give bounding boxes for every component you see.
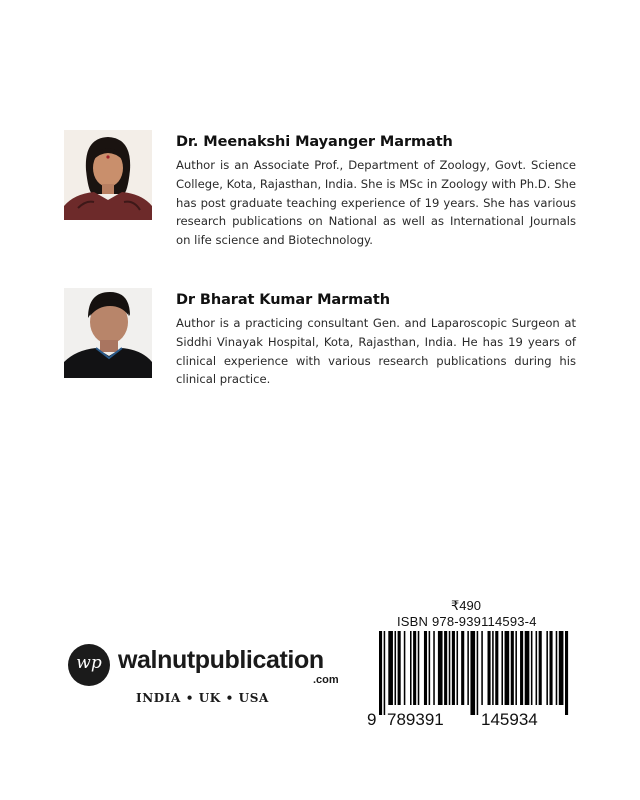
barcode-bar (398, 631, 401, 705)
author-name: Dr Bharat Kumar Marmath (176, 292, 390, 308)
barcode-bar (536, 631, 538, 705)
barcode-bar (467, 631, 469, 705)
publisher-regions: INDIA • UK • USA (136, 691, 269, 705)
barcode-bar (531, 631, 533, 705)
barcode-bar (449, 631, 451, 705)
barcode-bar (520, 631, 523, 705)
isbn-digits (367, 710, 571, 730)
barcode-bar (424, 631, 427, 705)
barcode-bar (492, 631, 494, 705)
barcode-bar (477, 631, 479, 715)
isbn-digit-group-2: 145934 (481, 710, 538, 729)
barcode-bar (395, 631, 397, 705)
barcode-bar (452, 631, 455, 705)
barcode-bar (539, 631, 542, 705)
barcode-bar (461, 631, 464, 705)
barcode-bar (501, 631, 503, 705)
barcode-bar (429, 631, 431, 705)
barcode-bar (565, 631, 568, 715)
barcode-bar (438, 631, 443, 705)
barcode-bar (481, 631, 483, 705)
barcode-bar (559, 631, 564, 705)
isbn-barcode (367, 614, 571, 732)
barcode-bar (505, 631, 510, 705)
walnut-logo-icon: wp (68, 644, 110, 686)
barcode-bar (388, 631, 393, 705)
publisher-name: walnutpublication (118, 646, 324, 674)
isbn-digit-group-1: 789391 (387, 710, 444, 729)
isbn-digit-first: 9 (367, 710, 377, 729)
barcode-bar (384, 631, 386, 715)
barcode-bar (546, 631, 548, 705)
barcode-bar (550, 631, 553, 705)
author-bio: Author is an Associate Prof., Department of Zoology, Govt. Science College, Kota, Rajasthan, India. She is MSc in Zoology with Ph.D. She has post graduate teaching experience of 19 years. She has various research publications on National as well as International Journals on life science and Biotechnology. (176, 158, 576, 248)
price-label: ₹490 (451, 598, 481, 613)
barcode-bar (515, 631, 517, 705)
barcode-bar (444, 631, 447, 705)
author-bio: Author is a practicing consultant Gen. and Laparoscopic Surgeon at Siddhi Vinayak Hospital, Kota, Rajasthan, India. He has 19 years of clinical experience with various research publications during his clinical practice. (176, 316, 576, 387)
isbn-label: ISBN 978-939114593-4 (397, 614, 537, 629)
barcode-bar (413, 631, 416, 705)
barcode-bar (488, 631, 491, 705)
barcode-bar (556, 631, 558, 705)
barcode-bar (495, 631, 498, 705)
author-photo-2 (64, 288, 152, 378)
author-photo-1 (64, 130, 152, 220)
publisher-domain-suffix: .com (313, 674, 339, 686)
barcode-bar (410, 631, 412, 705)
barcode-bar (404, 631, 406, 705)
barcode-bar (433, 631, 435, 705)
barcode-bars-icon (367, 631, 571, 715)
barcode-bar (418, 631, 420, 705)
barcode-bar (511, 631, 514, 705)
barcode-bar (457, 631, 459, 705)
author-name: Dr. Meenakshi Mayanger Marmath (176, 134, 453, 150)
barcode-bar (525, 631, 530, 705)
barcode-bar (470, 631, 475, 715)
barcode-bar (379, 631, 382, 715)
